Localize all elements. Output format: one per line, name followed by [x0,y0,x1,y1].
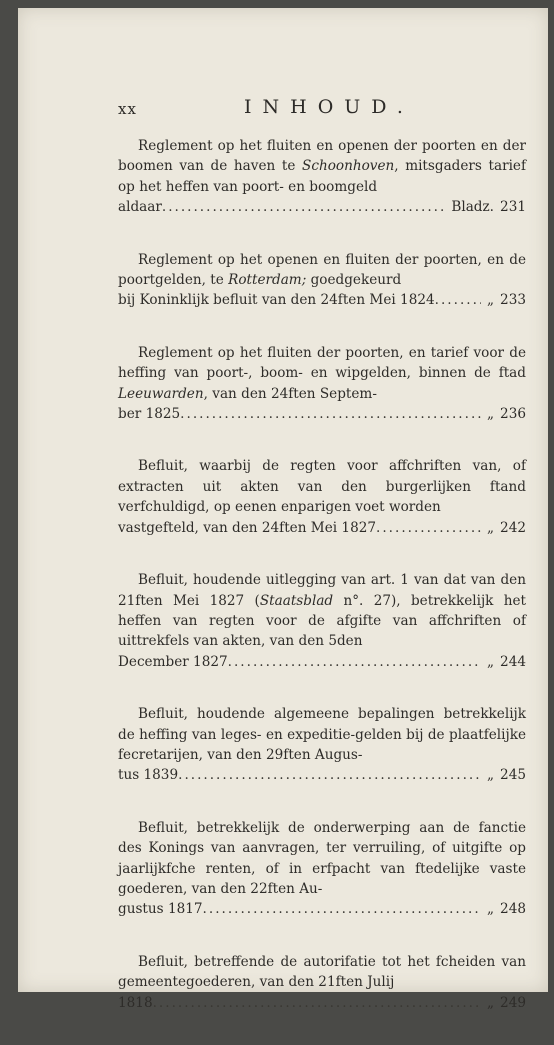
leader-dots [180,404,481,424]
contents-list [118,136,526,1045]
page-header [118,96,538,124]
contents-entry [118,250,526,311]
entry-page-number: 248 [500,901,526,918]
entry-page-number: 249 [500,994,526,1011]
entry-last-line [118,518,526,538]
entry-text: Befluit, houdende uitlegging van art. 1 van dat van den 21ften Mei 1827 (Staatsblad n°. 27), betrekkelijk het heffen van regten voor de afgifte van affchriften of uittrekfels van akten, van den 5den [118,572,527,650]
entry-last-text: bij Koninklijk befluit van den 24ften Mei 1824 [118,292,435,309]
entry-page-number: 236 [500,406,526,423]
entry-text: Reglement op het fluiten der poorten, en tarief voor de heffing van poort-, boom- en wipgelden, binnen de ftad Leeuwarden, van den 24ften Septem- [118,344,526,402]
entry-page-number: 244 [500,653,526,670]
leader-dots [162,197,445,217]
entry-last-line [118,197,526,217]
page-marker: „ [486,406,494,423]
page-title: INHOUD. [244,96,414,118]
contents-entry [118,818,526,920]
contents-entry [118,136,526,218]
leader-dots [228,652,481,672]
entry-text: Befluit, betreffende de autorifatie tot het fcheiden van gemeentegoederen, van den 21ften Julij [118,953,526,991]
page-marker: „ [486,653,494,670]
contents-entry [118,570,526,672]
page-marker: „ [486,767,494,784]
entry-last-text: ber 1825 [118,406,181,423]
leader-dots [153,993,481,1013]
contents-entry [118,343,526,425]
entry-last-text: aldaar [118,199,162,216]
page-marker: „ [486,519,494,536]
entry-text: Reglement op het fluiten en openen der poorten en der boomen van de haven te Schoonhoven, mitsgaders tarief op het heffen van poort- en boomgeld [118,138,527,195]
entry-last-text: 1818 [118,994,153,1011]
leader-dots [376,518,481,538]
contents-entry [118,704,526,786]
page-marker: Bladz. [451,199,494,216]
book-page [18,8,548,1011]
entry-last-text: December 1827 [118,653,228,670]
entry-last-line [118,899,526,919]
entry-last-line [118,993,526,1013]
page-marker: „ [486,292,494,309]
entry-page-number: 245 [500,767,526,784]
leader-dots [203,899,481,919]
entry-page-number: 233 [500,292,526,309]
entry-text: Befluit, betrekkelijk de onderwerping aan de fanctie des Konings van aanvragen, ter verruiling, of uitgifte op jaarlijkfche renten, of in erfpacht van ftedelijke vaste goederen, van den 22ften Au- [118,819,526,897]
contents-entry [118,952,526,1013]
entry-last-text: gustus 1817 [118,901,203,918]
page-marker: „ [486,901,494,918]
entry-last-line [118,765,526,785]
entry-text: Reglement op het openen en fluiten der poorten, en de poortgelden, te Rotterdam; goedgekeurd [118,251,526,289]
leader-dots [435,290,481,310]
contents-entry [118,456,526,538]
entry-page-number: 231 [500,199,526,216]
entry-last-line [118,290,526,310]
entry-text: Befluit, waarbij de regten voor affchriften van, of extracten uit akten van den burgerlijken ftand verfchuldigd, op eenen enparigen voet worden [118,458,526,516]
page-marker: „ [486,994,494,1011]
entry-last-line [118,404,526,424]
leader-dots [178,765,481,785]
entry-text: Befluit, houdende algemeene bepalingen betrekkelijk de heffing van leges- en expeditie-gelden bij de plaatfelijke fecretarijen, van den 29ften Augus- [118,706,526,763]
entry-last-line [118,652,526,672]
entry-page-number: 242 [500,519,526,536]
page-number: xx [118,100,137,118]
entry-last-text: vastgefteld, van den 24ften Mei 1827 [118,519,377,536]
entry-last-text: tus 1839 [118,767,179,784]
